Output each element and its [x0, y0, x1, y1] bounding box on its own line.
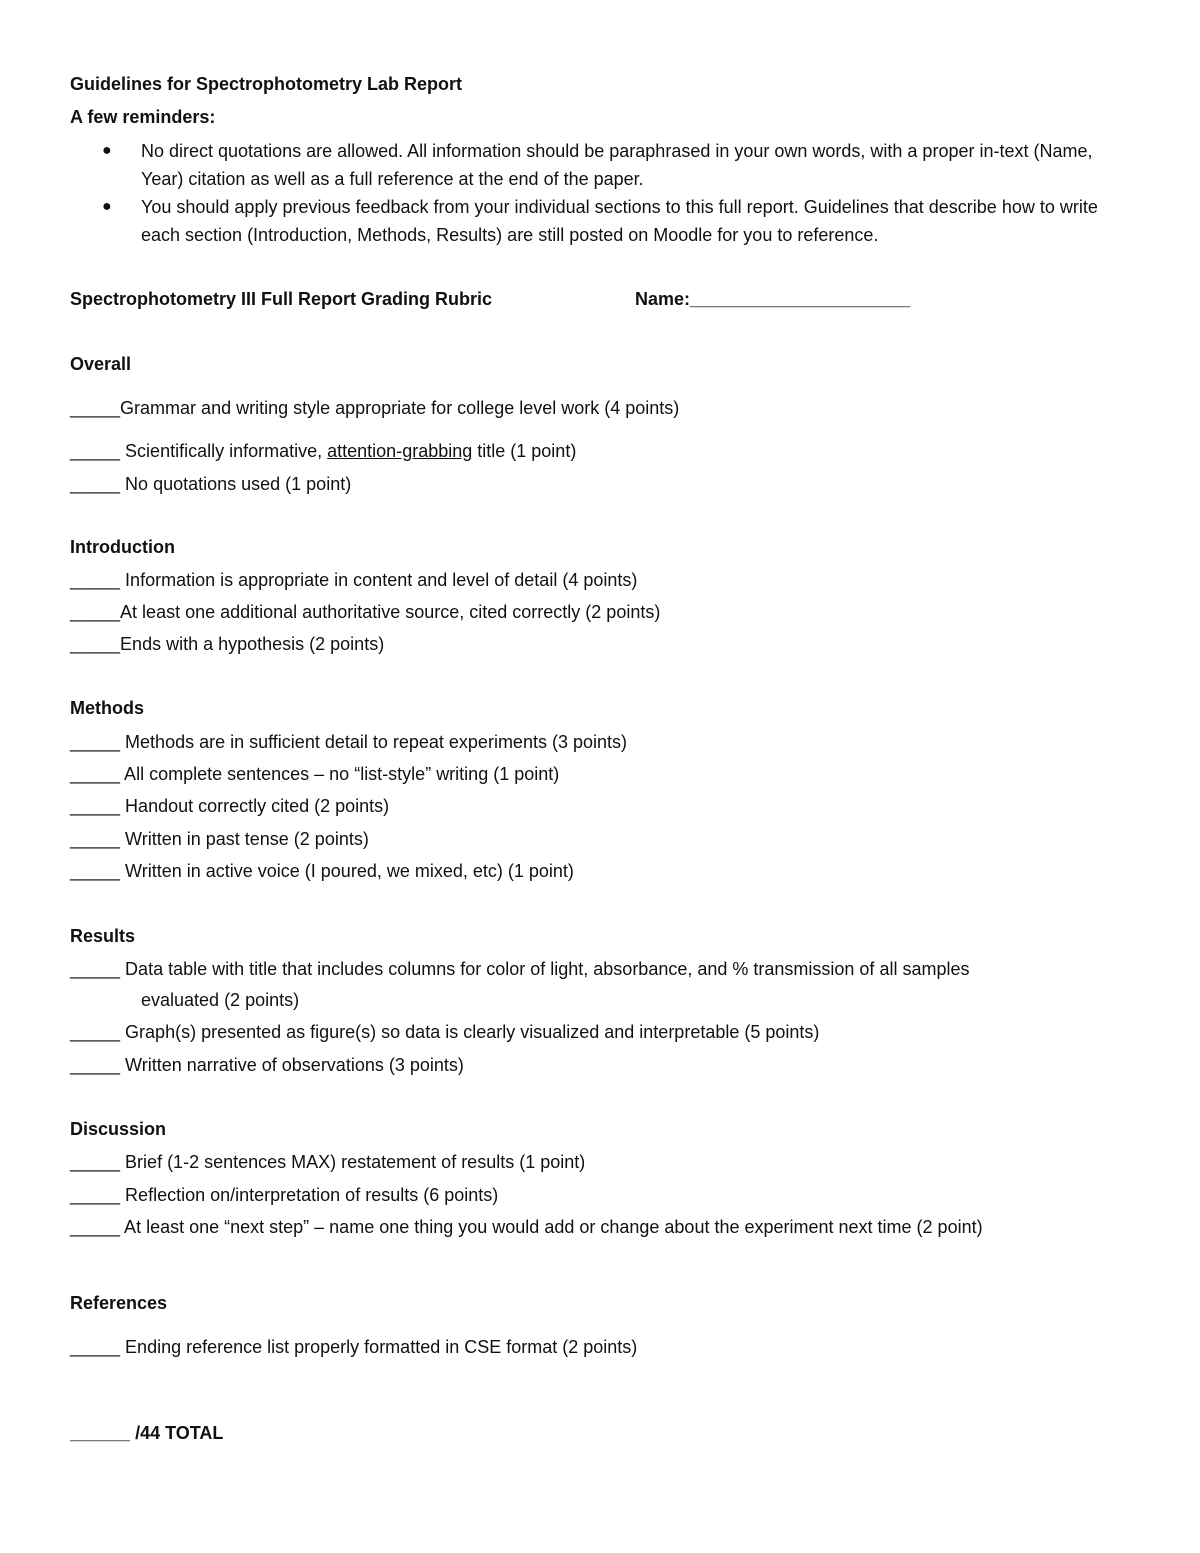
section-heading-overall: Overall	[70, 354, 132, 374]
reminders-label: A few reminders:	[70, 107, 216, 127]
section-heading-introduction: Introduction	[70, 537, 175, 557]
rubric-item: _____ Written in past tense (2 points)	[70, 829, 369, 849]
rubric-item: _____ Graph(s) presented as figure(s) so data is clearly visualized and interpretable (5 points)	[70, 1022, 820, 1042]
rubric-item: _____ Methods are in sufficient detail to repeat experiments (3 points)	[70, 732, 627, 752]
bullet-icon: ●	[102, 198, 112, 215]
section-heading-discussion: Discussion	[70, 1119, 167, 1139]
rubric-item: _____ Handout correctly cited (2 points)	[70, 796, 390, 816]
section-heading-references: References	[70, 1293, 168, 1313]
total-score: ______ /44 TOTAL	[70, 1423, 224, 1443]
rubric-item: _____ No quotations used (1 point)	[70, 474, 352, 494]
rubric-item: _____ Written narrative of observations (3 points)	[70, 1055, 464, 1075]
rubric-item: _____Ends with a hypothesis (2 points)	[70, 634, 385, 654]
rubric-item: _____ Reflection on/interpretation of results (6 points)	[70, 1185, 499, 1205]
bullet-icon: ●	[102, 142, 112, 159]
underlined-phrase: attention-grabbing	[327, 441, 473, 461]
rubric-item: _____ Brief (1-2 sentences MAX) restatement of results (1 point)	[70, 1152, 586, 1172]
section-heading-methods: Methods	[70, 698, 144, 718]
rubric-item: _____At least one additional authoritative source, cited correctly (2 points)	[70, 602, 661, 622]
rubric-item: _____ Scientifically informative, attention-grabbing title (1 point)	[70, 441, 577, 461]
rubric-item-continuation: evaluated (2 points)	[141, 990, 300, 1010]
rubric-item: _____ Written in active voice (I poured, we mixed, etc) (1 point)	[70, 861, 574, 881]
rubric-item: _____ At least one “next step” – name one thing you would add or change about the experiment next time (2 point)	[70, 1217, 983, 1237]
rubric-item: _____ Information is appropriate in content and level of detail (4 points)	[70, 570, 638, 590]
section-heading-results: Results	[70, 926, 136, 946]
rubric-item: _____ Data table with title that includes columns for color of light, absorbance, and % transmission of all samples	[70, 959, 970, 979]
reminder-item-1: No direct quotations are allowed. All information should be paraphrased in your own words, with a proper in-text (Name, Year) citation as well as a full reference at the end of the paper.	[141, 141, 1093, 189]
document-title: Guidelines for Spectrophotometry Lab Report	[70, 74, 463, 94]
rubric-title: Spectrophotometry III Full Report Grading Rubric	[70, 289, 493, 309]
rubric-item: _____ All complete sentences – no “list-style” writing (1 point)	[70, 764, 560, 784]
name-field-label: Name:______________________	[635, 289, 911, 309]
rubric-item: _____ Ending reference list properly formatted in CSE format (2 points)	[70, 1337, 638, 1357]
rubric-item: _____Grammar and writing style appropriate for college level work (4 points)	[70, 398, 680, 418]
reminder-item-2: You should apply previous feedback from your individual sections to this full report. Guidelines that describe how to write each section (Introduction, Methods, Results) are still posted on Moodle for you to reference.	[141, 197, 1098, 245]
